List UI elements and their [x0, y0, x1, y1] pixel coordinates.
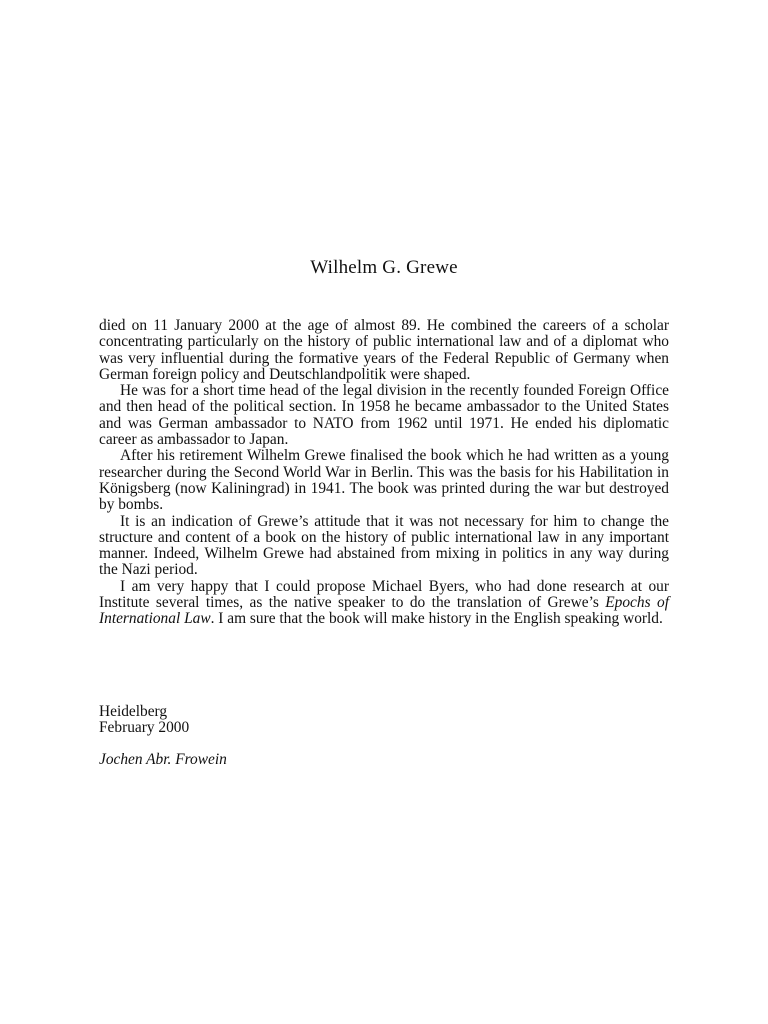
signature-block	[99, 704, 189, 737]
paragraph-5-text-after: . I am sure that the book will make history in the English speaking world.	[210, 610, 663, 628]
paragraph-3: After his retirement Wilhelm Grewe finalised the book which he had written as a young researcher during the Second World War in Berlin. This was the basis for his Habilitation in Königsberg (now Kaliningrad) in 1941. The book was printed during the war but destroyed by bombs.	[99, 447, 669, 514]
paragraph-1: died on 11 January 2000 at the age of almost 89. He combined the careers of a scholar concentrating particularly on the history of public international law and of a diplomat who was very influential during the formative years of the Federal Republic of Germany when German foreign policy and Deutschlandpolitik were shaped.	[99, 317, 669, 383]
place: Heidelberg	[99, 703, 168, 720]
paragraph-5-text-before: I am very happy that I could propose Michael Byers, who had done research at our Institute several times, as the native speaker to do the translation of Grewe’s	[99, 577, 669, 612]
paragraph-4: It is an indication of Grewe’s attitude that it was not necessary for him to change the structure and content of a book on the history of public international law in any important manner. Indeed, Wilhelm Grewe had abstained from mixing in politics in any way during the Nazi period.	[99, 512, 669, 579]
book-title-emphasis: Epochs of International Law	[99, 594, 669, 628]
page-title: Wilhelm G. Grewe	[310, 257, 458, 278]
author-signature: Jochen Abr. Frowein	[99, 751, 227, 768]
date: February 2000	[99, 719, 190, 737]
paragraph-2: He was for a short time head of the legal division in the recently founded Foreign Office and then head of the political section. In 1958 he became ambassador to the United States and was German ambassador to NATO from 1962 until 1971. He ended his diplomatic career as ambassador to Japan.	[99, 382, 669, 449]
paragraph-5	[99, 579, 669, 628]
body-text	[99, 318, 669, 628]
